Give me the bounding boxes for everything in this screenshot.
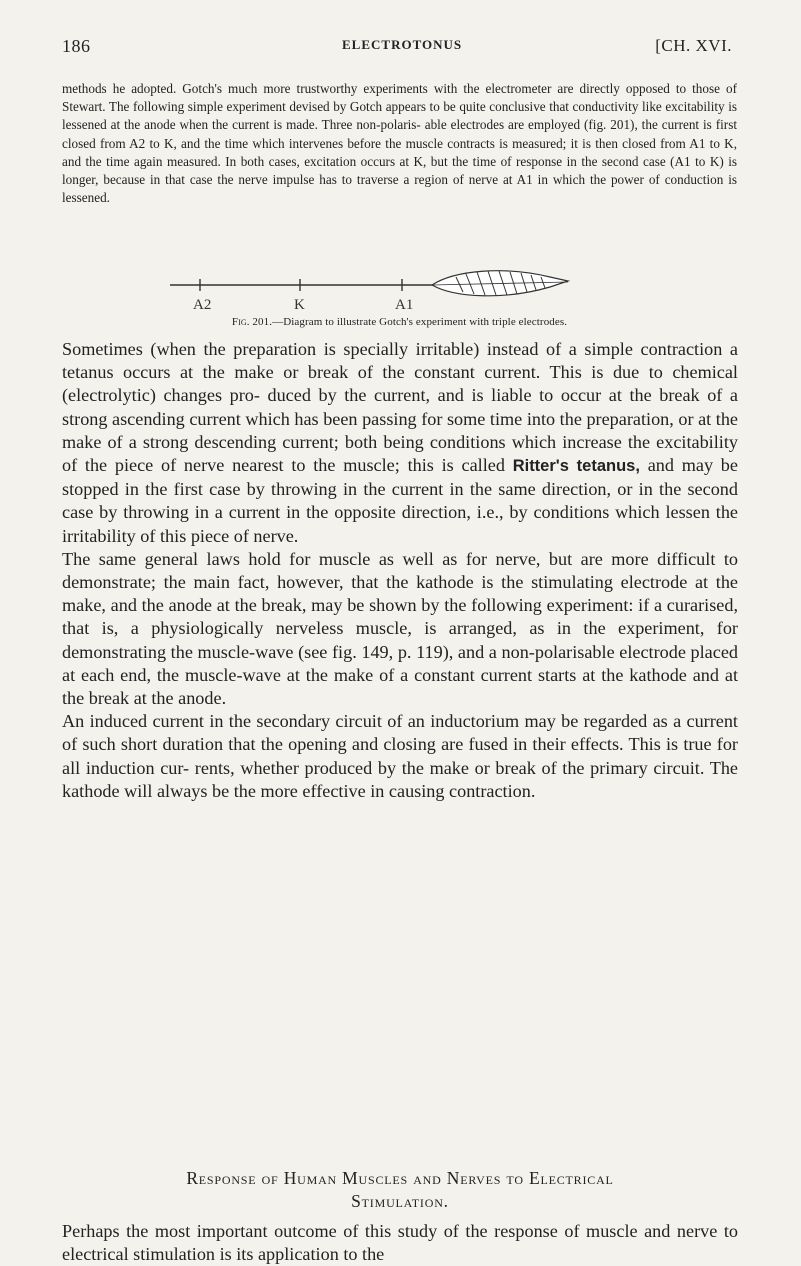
paragraph-induced-current: An induced current in the secondary circuit of an inductorium may be regarded as a current of such short duration that the opening and closing are fused in their effects. This is true for all induction cur- rents, whether produced by the make or break of the primary circuit. The kathode will always be the more effective in causing contraction. <box>62 711 738 801</box>
small-paragraph-text: methods he adopted. Gotch's much more trustworthy experiments with the electrometer are directly opposed to those of Stewart. The following simple experiment devised by Gotch appears to be quite conclusive that conductivity like excitability is lessened at the anode when the current is made. Three non-polaris- able electrodes are employed (fig. 201), the current is first closed from A2 to K, and the time which intervenes before the muscle contracts is measured; it is then closed from A1 to K, and the time again measured. In both cases, excitation occurs at K, but the time of response in the second case (A1 to K) is longer, because in that case the nerve impulse has to traverse a region of nerve at A1 in which the power of conduction is lessened. <box>62 81 737 206</box>
final-paragraph <box>62 1220 738 1266</box>
figure-caption <box>62 316 737 328</box>
final-paragraph-text: Perhaps the most important outcome of this study of the response of muscle and nerve to electrical stimulation is its application to the <box>62 1221 738 1265</box>
term-ritters-tetanus: Ritter's tetanus, <box>512 457 640 476</box>
running-header <box>62 36 732 60</box>
chapter-marker: [CH. XVI. <box>655 36 732 55</box>
paragraph-text: Sometimes (when the preparation is specially irritable) instead of a simple contraction a tetanus occurs at the make or break of the constant current. This is due to chemical (electrolytic) changes pro- duced by the current, and is liable to occur at the break of a strong ascending current which has been passing for some time into the preparation, or at the make of a strong descending current; both being conditions which increase the excitability of the piece of nerve nearest to the muscle; this is called <box>62 339 738 476</box>
page-number: 186 <box>62 36 91 56</box>
figure-201 <box>170 268 600 312</box>
paragraph-text: and may be stopped in the first case by throwing in the current in the same direction, or in the second case by throwing in a current in the opposite direction, i.e., by conditions which lessen the irritability of this piece of nerve. <box>62 455 738 546</box>
label-k: K <box>294 297 305 312</box>
figure-number: Fig. 201. <box>231 316 273 328</box>
section-heading <box>62 1167 738 1213</box>
muscle-shape <box>432 271 568 296</box>
electrode-diagram <box>170 268 600 312</box>
running-title: ELECTROTONUS <box>342 37 463 52</box>
figure-caption-text: —Diagram to illustrate Gotch's experiment with triple electrodes. <box>272 316 568 328</box>
label-a1: A1 <box>395 297 414 312</box>
small-print-paragraph <box>62 80 737 207</box>
paragraph-ritters-tetanus <box>62 338 738 548</box>
label-a2: A2 <box>193 297 212 312</box>
main-body <box>62 338 738 803</box>
section-heading-line-1: Response of Human Muscles and Nerves to Electrical <box>186 1168 614 1188</box>
section-heading-line-2: Stimulation. <box>351 1191 449 1211</box>
paragraph-muscle-laws: The same general laws hold for muscle as well as for nerve, but are more difficult to demonstrate; the main fact, however, that the kathode is the stimulating electrode at the make, and the anode at the break, may be shown by the following experiment: if a curarised, that is, a physiologically nerveless muscle, is arranged, as in the experiment, for demonstrating the muscle-wave (see fig. 149, p. 119), and a non-polarisable electrode placed at each end, the muscle-wave at the make of a constant current starts at the kathode and at the break at the anode. <box>62 548 738 709</box>
